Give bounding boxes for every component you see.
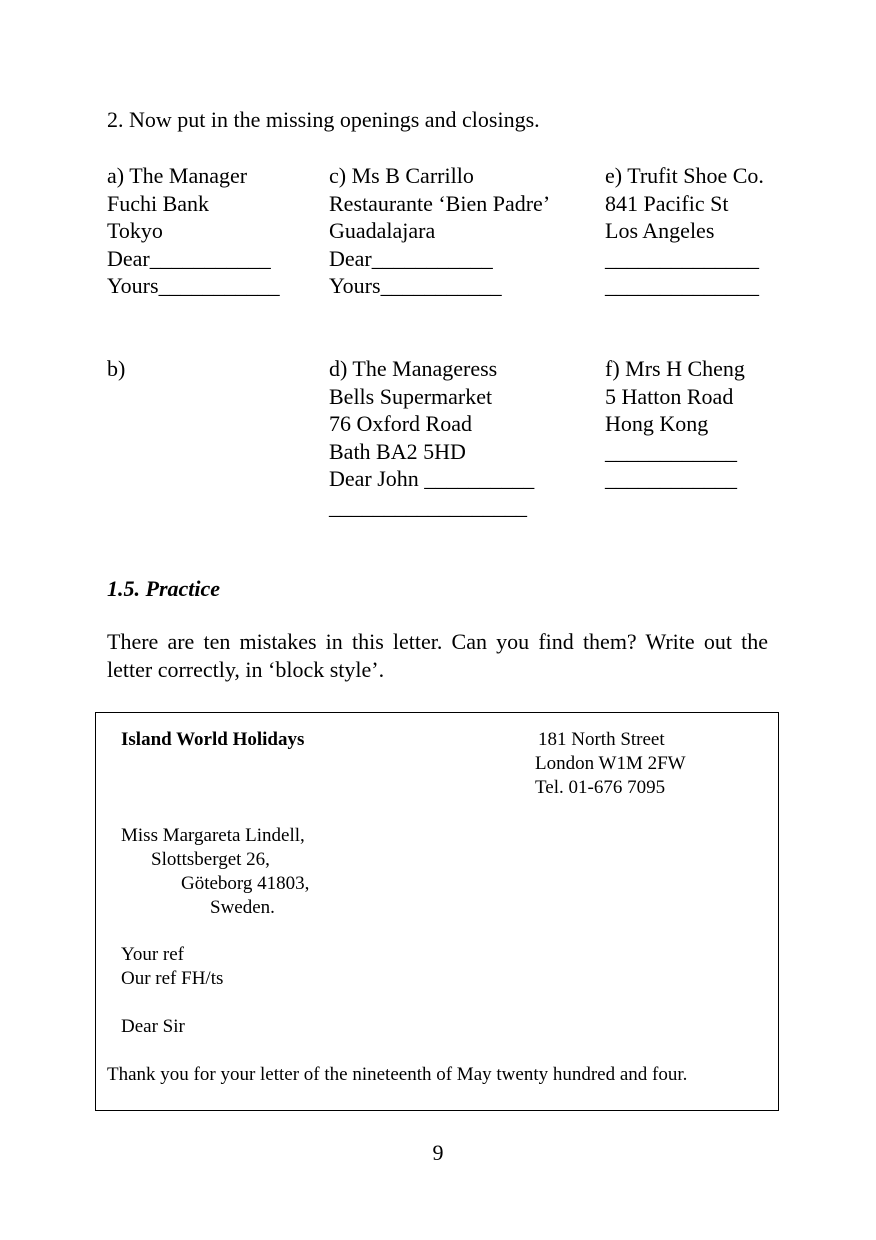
address-line: d) The Manageress	[329, 356, 498, 381]
address-block-d	[329, 355, 534, 521]
practice-instructions: There are ten mistakes in this letter. Can you find them? Write out the letter correctly, in ‘block style’.	[107, 629, 768, 682]
address-line: 5 Hatton Road	[605, 383, 734, 409]
address-line: 841 Pacific St	[605, 190, 729, 216]
address-block-e	[605, 162, 764, 300]
closing-blank: __________________	[329, 493, 527, 519]
closing-blank: Yours___________	[329, 273, 502, 299]
closing-blank: ____________	[605, 466, 737, 492]
exercise-instruction: 2. Now put in the missing openings and closings.	[107, 107, 540, 132]
letter-body: Thank you for your letter of the nineteenth of May twenty hundred and four.	[107, 1064, 688, 1085]
opening-blank: Dear John __________	[329, 466, 535, 492]
sender-telephone: Tel. 01-676 7095	[535, 777, 666, 798]
address-line: a) The Manager	[107, 163, 248, 188]
address-line: 76 Oxford Road	[329, 411, 472, 437]
address-block-b	[107, 355, 125, 383]
address-line: c) Ms B Carrillo	[329, 163, 474, 188]
sender-address-line: London W1M 2FW	[535, 753, 686, 774]
recipient-line: Göteborg 41803,	[181, 873, 310, 894]
opening-blank: Dear___________	[329, 245, 493, 271]
letter-box	[95, 712, 779, 1111]
page-number: 9	[432, 1140, 444, 1165]
opening-blank: ____________	[605, 438, 737, 464]
address-line: Bells Supermarket	[329, 383, 493, 409]
company-name: Island World Holidays	[121, 729, 305, 750]
section-heading: 1.5. Practice	[107, 576, 221, 601]
closing-blank: ______________	[605, 273, 759, 299]
address-line: b)	[107, 356, 126, 381]
sender-address-line: 181 North Street	[538, 729, 665, 750]
salutation: Dear Sir	[121, 1016, 185, 1037]
address-block-a	[107, 162, 280, 300]
address-line: f) Mrs H Cheng	[605, 356, 745, 381]
recipient-line: Miss Margareta Lindell,	[121, 825, 305, 846]
recipient-line: Slottsberget 26,	[151, 849, 270, 870]
closing-blank: Yours___________	[107, 273, 280, 299]
address-line: Fuchi Bank	[107, 190, 210, 216]
your-reference: Your ref	[121, 944, 184, 965]
address-line: e) Trufit Shoe Co.	[605, 163, 764, 188]
address-line: Restaurante ‘Bien Padre’	[329, 190, 551, 216]
opening-blank: Dear___________	[107, 245, 271, 271]
address-line: Los Angeles	[605, 218, 715, 244]
our-reference: Our ref FH/ts	[121, 968, 224, 989]
address-line: Bath BA2 5HD	[329, 438, 466, 464]
recipient-line: Sweden.	[210, 897, 275, 918]
address-line: Guadalajara	[329, 218, 436, 244]
opening-blank: ______________	[605, 245, 759, 271]
address-line: Hong Kong	[605, 411, 709, 437]
address-block-c	[329, 162, 550, 300]
address-block-f	[605, 355, 745, 493]
address-line: Tokyo	[107, 218, 163, 244]
